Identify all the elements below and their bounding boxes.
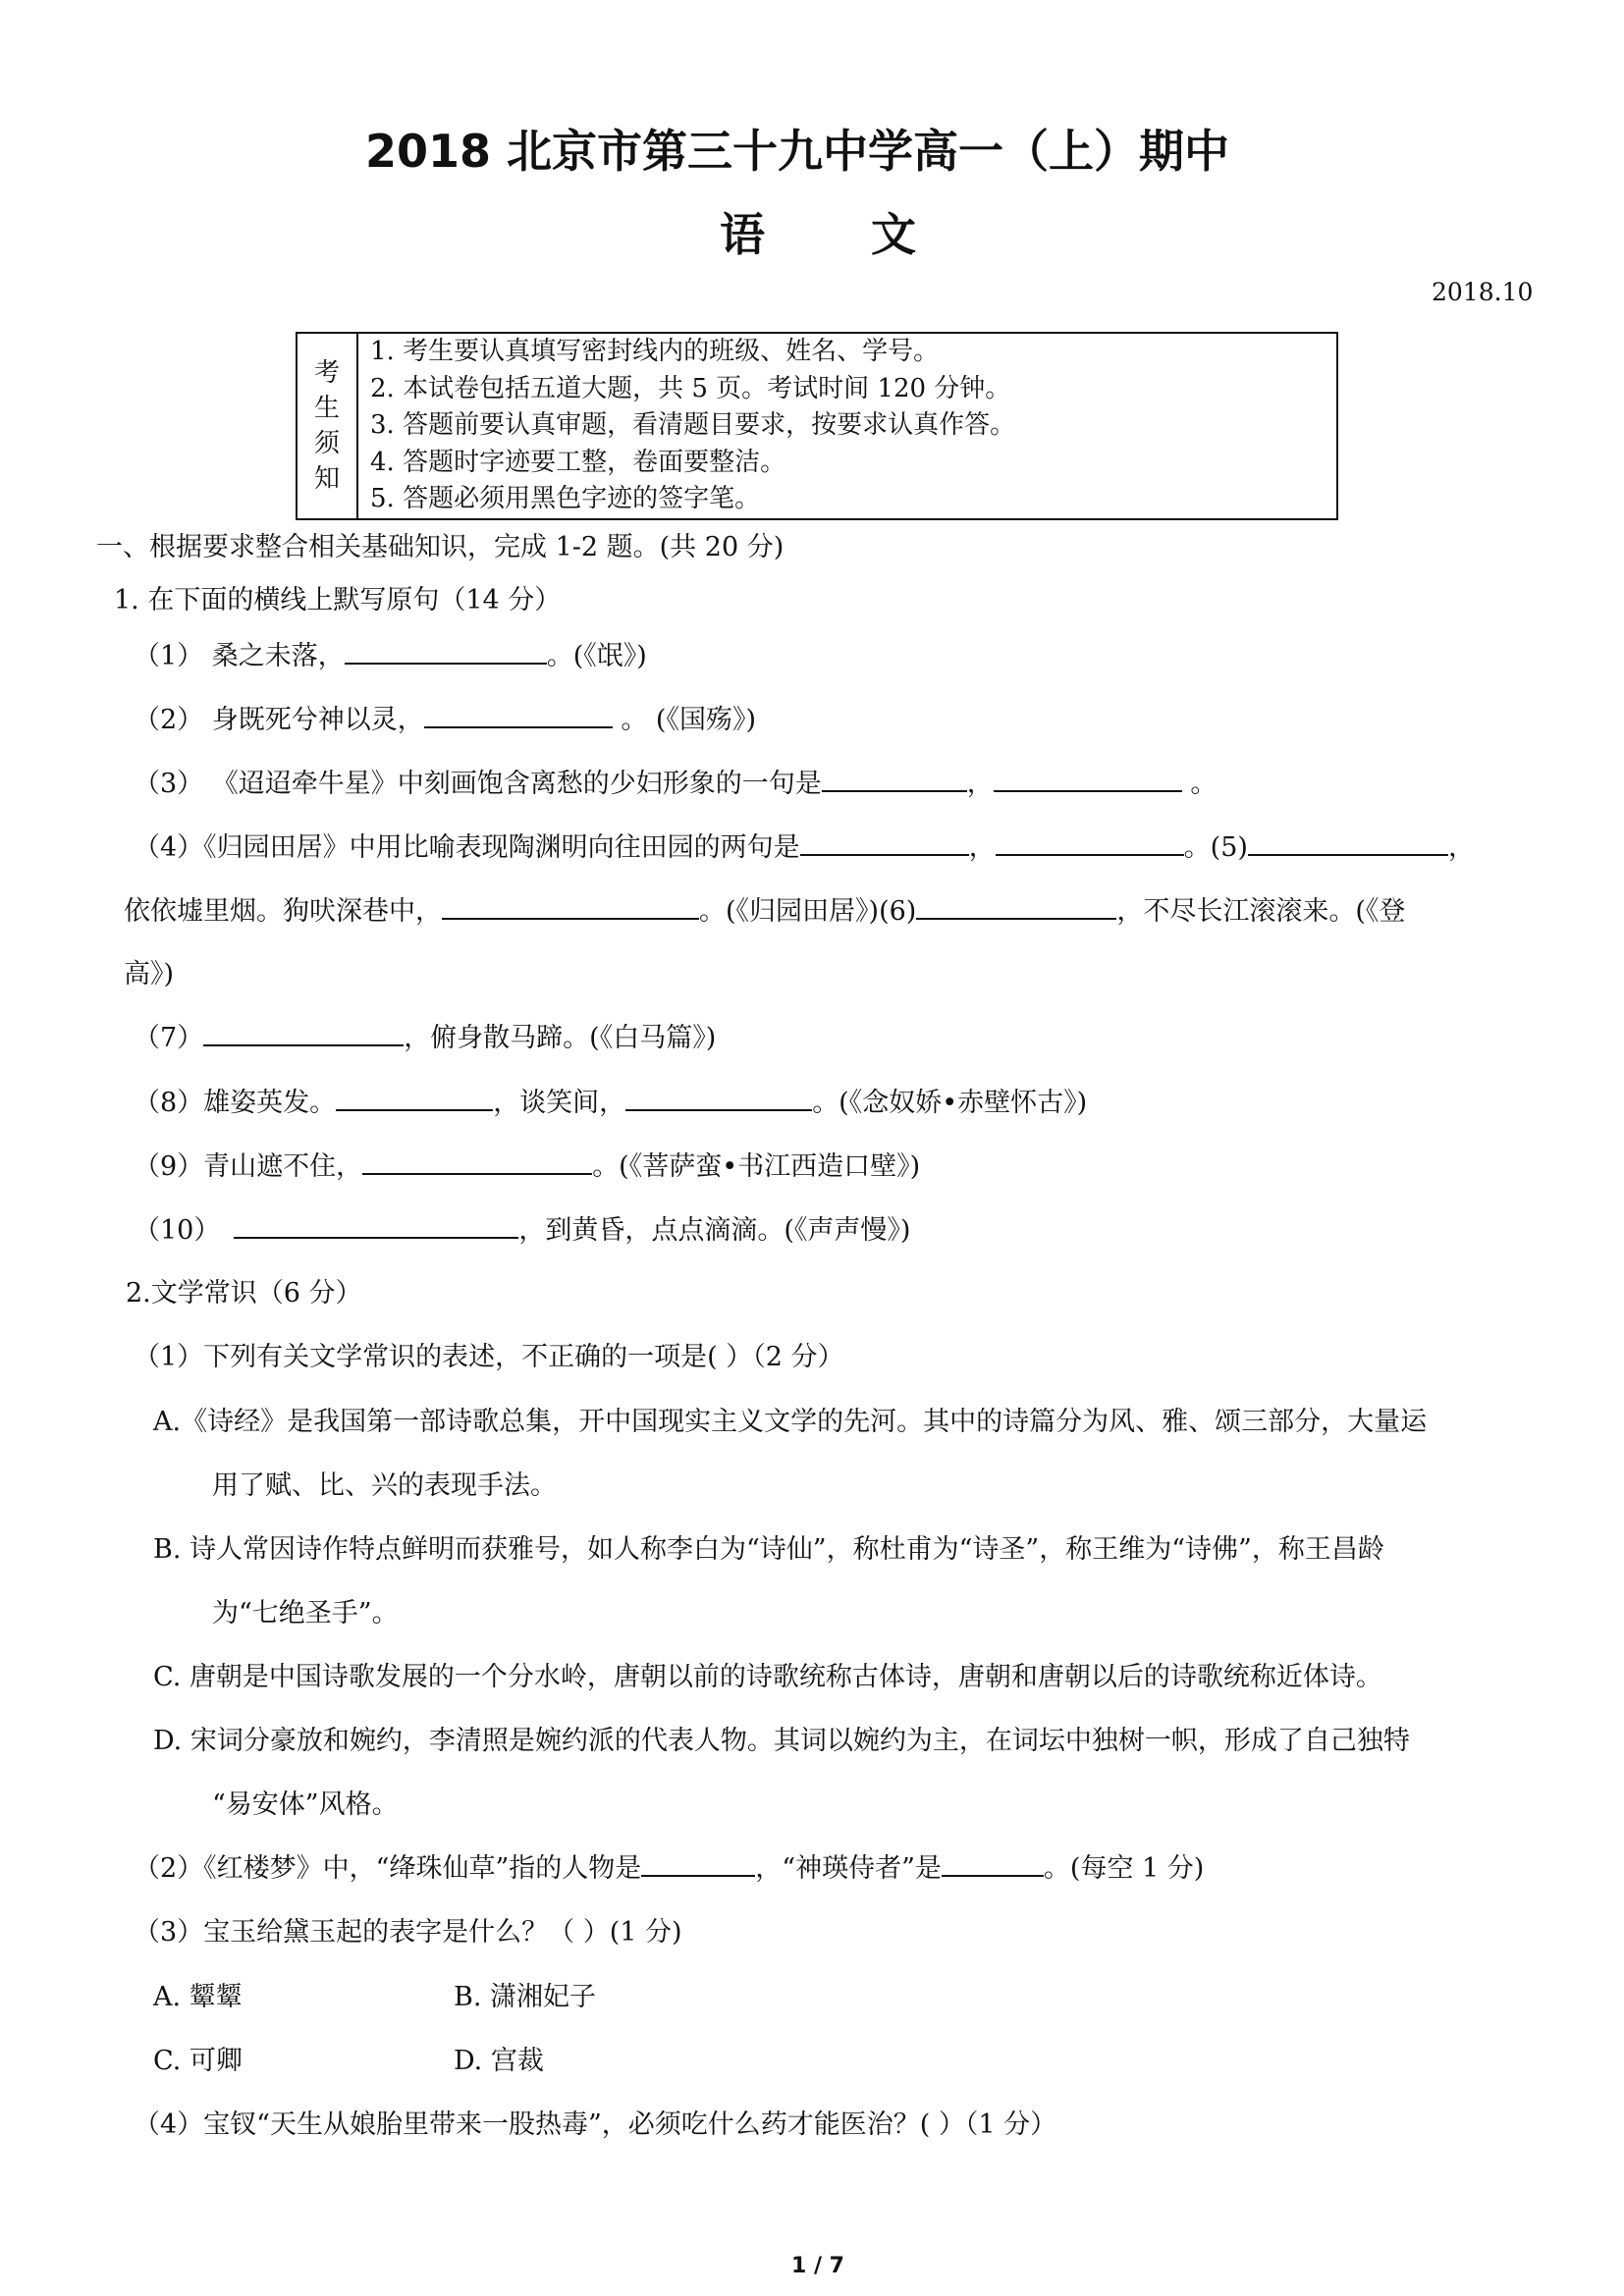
choice-c[interactable]: C. 可卿 <box>153 2046 243 2076</box>
item-text: ，不尽长江滚滚来。(《登 <box>1116 896 1406 927</box>
instructions-label-char: 生 <box>313 394 340 423</box>
recitation-item-3 <box>134 767 1217 802</box>
item-text: 。 <box>1181 769 1218 799</box>
instructions-label-char: 知 <box>313 464 340 494</box>
subquestion-1-prompt: （1）下列有关文学常识的表述，不正确的一项是( ）（2 分） <box>134 1342 844 1372</box>
item-text: （3） 《迢迢牵牛星》中刻画饱含离愁的少妇形象的一句是 <box>134 769 822 799</box>
answer-blank[interactable] <box>362 1149 592 1175</box>
item-text: （2） 身既死兮神以灵， <box>134 705 424 735</box>
answer-blank[interactable] <box>641 1851 755 1877</box>
item-text: ， <box>1447 832 1475 863</box>
instruction-item: 2. 本试卷包括五道大题，共 5 页。考试时间 120 分钟。 <box>370 373 1011 403</box>
instructions-label-char: 须 <box>313 429 340 458</box>
choice-a[interactable]: A. 颦颦 <box>153 1982 243 2012</box>
page-number: 1 / 7 <box>791 2254 844 2278</box>
choice-b[interactable]: B. 潇湘妃子 <box>454 1982 597 2012</box>
option-b[interactable]: B. 诗人常因诗作特点鲜明而获雅号，如人称李白为“诗仙”，称杜甫为“诗圣”，称王维为“诗佛”，称王昌龄 <box>153 1534 1384 1565</box>
section-heading: 一、根据要求整合相关基础知识，完成 1-2 题。(共 20 分) <box>96 532 785 562</box>
item-text: ，到黄昏，点点滴滴。(《声声慢》) <box>518 1215 911 1246</box>
recitation-item-4 <box>134 830 1475 866</box>
item-text: （8）雄姿英发。 <box>134 1088 337 1118</box>
instructions-label <box>297 333 357 519</box>
instruction-item: 3. 答题前要认真审题，看清题目要求，按要求认真作答。 <box>370 410 1016 441</box>
answer-blank[interactable] <box>942 1851 1044 1877</box>
subquestion-2 <box>134 1851 1204 1887</box>
question-heading: 2.文学常识（6 分） <box>126 1278 362 1308</box>
item-text: ， <box>966 769 994 799</box>
item-text: ，“神瑛侍者”是 <box>755 1853 942 1884</box>
option-b-cont: 为“七绝圣手”。 <box>212 1598 399 1629</box>
item-text: ，俯身散马蹄。(《白马篇》) <box>404 1023 717 1053</box>
recitation-item-9 <box>134 1149 920 1185</box>
item-text: ， <box>968 832 996 863</box>
answer-blank[interactable] <box>203 1021 404 1046</box>
instructions-label-char: 考 <box>313 358 340 388</box>
instruction-item: 5. 答题必须用黑色字迹的签字笔。 <box>370 484 761 514</box>
item-text: 。(《归园田居》)(6) <box>699 896 917 927</box>
option-d-cont: “易安体”风格。 <box>212 1789 399 1820</box>
exam-title: 2018 北京市第三十九中学高一（上）期中 <box>365 125 1230 178</box>
item-text: 。(《菩萨蛮•书江西造口壁》) <box>592 1151 921 1182</box>
recitation-item-5-cont: 高》) <box>124 959 175 989</box>
instruction-item: 1. 考生要认真填写密封线内的班级、姓名、学号。 <box>370 337 940 367</box>
subquestion-4-prompt: （4）宝钗“天生从娘胎里带来一股热毒”，必须吃什么药才能医治？( ）（1 分） <box>134 2109 1057 2140</box>
answer-blank[interactable] <box>916 894 1116 920</box>
recitation-item-5 <box>124 894 1405 930</box>
exam-date: 2018.10 <box>1432 278 1534 306</box>
answer-blank[interactable] <box>336 1086 493 1111</box>
item-text: （1） 桑之未落， <box>134 641 345 671</box>
item-text: 。 (《国殇》) <box>612 705 756 735</box>
item-text: 。(5) <box>1183 832 1248 863</box>
instructions-list <box>357 333 1337 519</box>
recitation-item-1 <box>134 639 647 674</box>
answer-blank[interactable] <box>234 1213 518 1239</box>
instruction-item: 4. 答题时字迹要工整，卷面要整洁。 <box>370 447 786 477</box>
answer-blank[interactable] <box>996 830 1184 856</box>
question-heading: 1. 在下面的横线上默写原句（14 分） <box>114 585 562 615</box>
recitation-item-8 <box>134 1086 1087 1121</box>
recitation-item-2 <box>134 703 756 738</box>
instructions-box <box>296 332 1338 520</box>
answer-blank[interactable] <box>442 894 699 920</box>
choice-d[interactable]: D. 宫裁 <box>454 2046 544 2076</box>
answer-blank[interactable] <box>822 767 967 792</box>
subject-char-2: 文 <box>871 208 916 261</box>
answer-blank[interactable] <box>800 830 969 856</box>
subject-char-1: 语 <box>720 208 765 261</box>
option-a-cont: 用了赋、比、兴的表现手法。 <box>212 1470 557 1501</box>
answer-blank[interactable] <box>345 639 547 665</box>
answer-blank[interactable] <box>424 703 613 728</box>
item-text: ，谈笑间， <box>493 1088 626 1118</box>
subquestion-3-prompt: （3）宝玉给黛玉起的表字是什么？（ ）(1 分) <box>134 1917 682 1948</box>
answer-blank[interactable] <box>1248 830 1448 856</box>
item-text: （10） <box>134 1215 221 1246</box>
answer-blank[interactable] <box>994 767 1182 792</box>
item-text: （7） <box>134 1023 204 1053</box>
item-text: 。(每空 1 分) <box>1043 1853 1205 1884</box>
item-text: （2）《红楼梦》中，“绛珠仙草”指的人物是 <box>134 1853 642 1884</box>
answer-blank[interactable] <box>625 1086 812 1111</box>
item-text: 依依墟里烟。狗吠深巷中， <box>124 896 442 927</box>
item-text: 。(《念奴娇•赤壁怀古》) <box>812 1088 1088 1118</box>
item-text: （9）青山遮不住， <box>134 1151 363 1182</box>
option-c[interactable]: C. 唐朝是中国诗歌发展的一个分水岭，唐朝以前的诗歌统称古体诗，唐朝和唐朝以后的诗歌统称近体诗。 <box>153 1662 1382 1692</box>
option-a[interactable]: A.《诗经》是我国第一部诗歌总集，开中国现实主义文学的先河。其中的诗篇分为风、雅、颂三部分，大量运 <box>153 1407 1428 1437</box>
recitation-item-10 <box>134 1213 910 1249</box>
option-d[interactable]: D. 宋词分豪放和婉约，李清照是婉约派的代表人物。其词以婉约为主，在词坛中独树一帜，形成了自己独特 <box>153 1726 1410 1756</box>
recitation-item-7 <box>134 1021 716 1056</box>
item-text: （4）《归园田居》中用比喻表现陶渊明向往田园的两句是 <box>134 832 800 863</box>
item-text: 。(《氓》) <box>546 641 647 671</box>
